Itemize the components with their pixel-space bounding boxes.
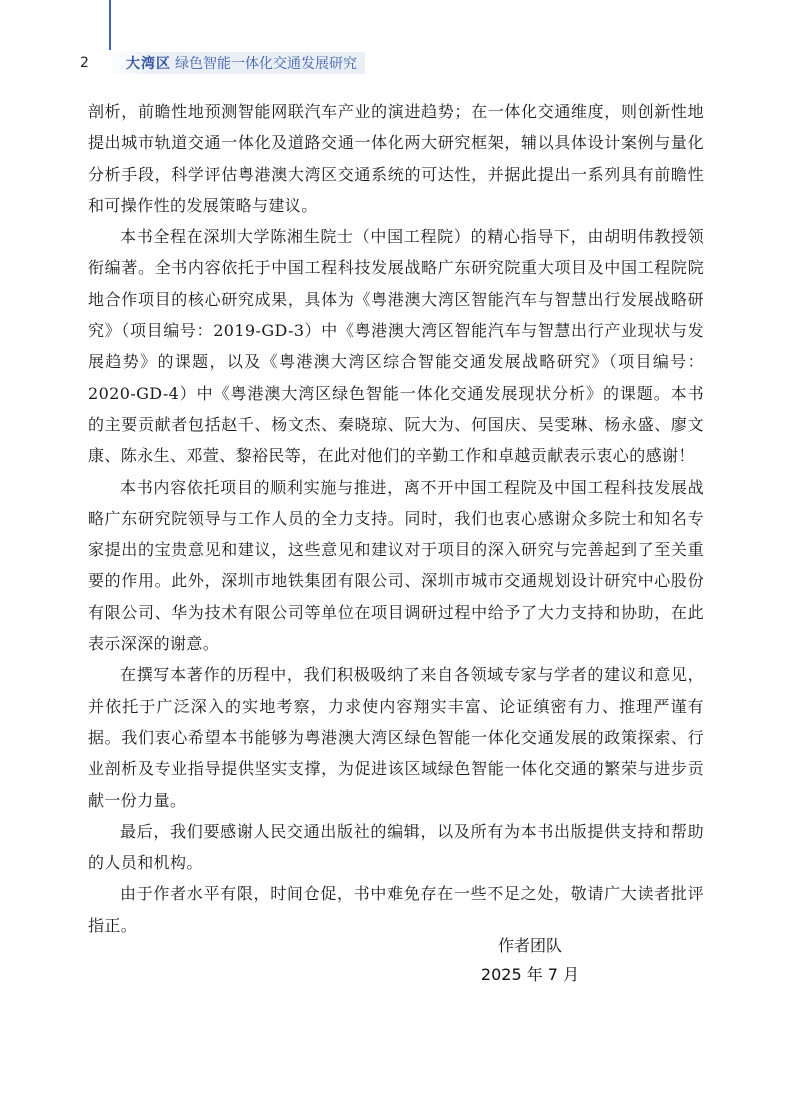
running-head-band	[108, 52, 365, 74]
brand-label: 大湾区	[126, 56, 171, 72]
paragraph-writing-process: 在撰写本著作的历程中，我们积极吸纳了来自各领域专家与学者的建议和意见，并依托于广泛深入的实地考察，力求使内容翔实丰富、论证缜密有力、推理严谨有据。我们衷心希望本书能够为粤港澳大湾区绿色智能一体化交通发展的政策探索、行业剖析及专业指导提供坚实支撑，为促进该区域绿色智能一体化交通的繁荣与进步贡献一份力量。	[88, 665, 704, 810]
signature-author: 作者团队	[497, 936, 562, 955]
paragraph-acknowledgement-guidance: 本书全程在深圳大学陈湘生院士（中国工程院）的精心指导下，由胡明伟教授领衔编著。全书内容依托于中国工程科技发展战略广东研究院重大项目及中国工程院院地合作项目的核心研究成果，具体为《粤港澳大湾区智能汽车与智慧出行发展战略研究》（项目编号：2019-GD-3）中《粤港澳大湾区智能汽车与智慧出行产业现状与发展趋势》的课题，以及《粤港澳大湾区综合智能交通发展战略研究》（项目编号：2020-GD-4）中《粤港澳大湾区绿色智能一体化交通发展现状分析》的课题。本书的主要贡献者包括赵千、杨文杰、秦晓琼、阮大为、何国庆、吴雯琳、杨永盛、廖文康、陈永生、邓萱、黎裕民等，在此对他们的辛勤工作和卓越贡献表示衷心的感谢！	[88, 227, 704, 466]
paragraph-acknowledgement-support: 本书内容依托项目的顺利实施与推进，离不开中国工程院及中国工程科技发展战略广东研究院领导与工作人员的全力支持。同时，我们也衷心感谢众多院士和知名专家提出的宝贵意见和建议，这些意见和建议对于项目的深入研究与完善起到了至关重要的作用。此外，深圳市地铁集团有限公司、深圳市城市交通规划设计研究中心股份有限公司、华为技术有限公司等单位在项目调研过程中给予了大力支持和协助，在此表示深深的谢意。	[88, 477, 704, 654]
book-title: 绿色智能一体化交通发展研究	[175, 56, 357, 72]
paragraph-publisher-thanks: 最后，我们要感谢人民交通出版社的编辑，以及所有为本书出版提供支持和帮助的人员和机构。	[88, 821, 704, 873]
header-vertical-rule	[109, 0, 111, 50]
paragraph-continuation: 剖析，前瞻性地预测智能网联汽车产业的演进趋势；在一体化交通维度，则创新性地提出城市轨道交通一体化及道路交通一体化两大研究框架，辅以具体设计案例与量化分析手段，科学评估粤港澳大湾区交通系统的可达性，并据此提出一系列具有前瞻性和可操作性的发展策略与建议。	[88, 102, 704, 215]
signature-date: 2025 年 7 月	[480, 965, 580, 984]
paragraph-closing-note: 由于作者水平有限，时间仓促，书中难免存在一些不足之处，敬请广大读者批评指正。	[88, 884, 704, 935]
page-number: 2	[80, 55, 89, 71]
preface-body	[88, 96, 704, 941]
running-header	[80, 52, 365, 74]
